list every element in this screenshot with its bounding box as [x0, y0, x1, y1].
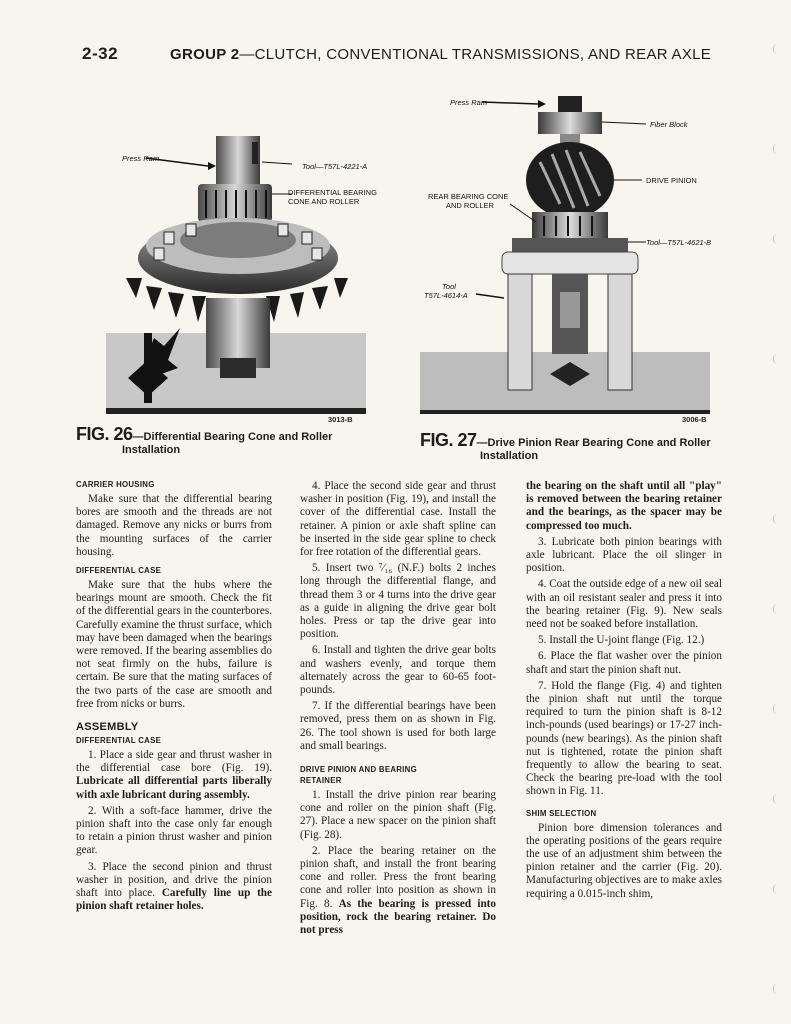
fig27-callout-tool-a-line2: T57L-4614-A	[424, 291, 468, 300]
fig26-caption	[76, 424, 333, 457]
fig27-callout-tool-b: Tool—T57L-4621-B	[646, 238, 712, 247]
paragraph-shim-selection: Pinion bore dimension tolerances and the operating positions of the gears require the use of an adjustment shim between the pinion retainer and the carrier (Fig. 20). Manufacturing objectives are to make axles requiring a 0.015-inch shim,	[526, 821, 722, 900]
margin-mark	[773, 704, 780, 714]
step-3-text: 3. Place the second pinion and thrust washer in position, and drive the pinion shaft into place.	[76, 860, 272, 900]
step-3-second-pinion	[76, 861, 272, 914]
fig27-callout-tool-a-line1: Tool	[442, 282, 456, 291]
paragraph-carrier-housing: Make sure that the differential bearing bores are smooth and the threads are not damaged. Remove any nicks or burrs from the mounting surfaces of the carrier housing.	[76, 493, 272, 558]
margin-mark	[773, 604, 780, 614]
text-column-1	[76, 480, 272, 916]
pinion-step-2	[300, 845, 496, 937]
pinion-step-5: 5. Install the U-joint flange (Fig. 12.)	[538, 634, 705, 647]
pinion-step-2-continued: the bearing on the shaft until all "play" is removed between the bearing retainer and the bearings, as the spacer may be compressed too much.	[526, 480, 722, 532]
fig27-caption	[420, 430, 711, 463]
fig26-caption-text2: Installation	[122, 444, 181, 456]
step-1-emphasis: Lubricate all differential parts liberally with axle lubricant during assembly.	[76, 775, 272, 801]
fig26-caption-text: —Differential Bearing Cone and Roller	[132, 431, 333, 443]
margin-mark	[773, 884, 780, 894]
step-3-emphasis: Carefully line up the pinion shaft retainer holes.	[76, 887, 272, 913]
step-4-second-side-gear: 4. Place the second side gear and thrust washer in position (Fig. 19), and install the cover of the differential case. Install the retainer. A pinion or axle shaft spline can be inserted in the side gear spline to check for free rotation of the differential gears.	[300, 480, 496, 559]
margin-mark	[773, 354, 780, 364]
heading-differential-case: DIFFERENTIAL CASE	[76, 566, 162, 576]
figure-27-photo	[420, 92, 710, 426]
pinion-step-6: 6. Place the flat washer over the pinion shaft and start the pinion shaft nut.	[526, 650, 722, 676]
page-header	[82, 42, 742, 66]
step-1-side-gear	[76, 749, 272, 802]
fig27-illustration	[420, 92, 710, 426]
text-column-3	[526, 480, 722, 904]
group-title	[170, 46, 711, 63]
fig27-callout-fiber-block: Fiber Block	[650, 120, 688, 129]
fig26-callout-bearing-line1: DIFFERENTIAL BEARING	[288, 188, 377, 197]
margin-mark	[773, 794, 780, 804]
fig27-callout-press-ram: Press Ram	[450, 98, 488, 107]
step-1-text: 1. Place a side gear and thrust washer in the differential case bore (Fig. 19).	[76, 749, 272, 775]
heading-retainer: RETAINER	[300, 776, 342, 786]
pinion-step-7: 7. Hold the flange (Fig. 4) and tighten the pinion shaft nut until the torque required to turn the pinion shaft is 8-12 inch-pounds (used bearings) or 17-27 inch-pounds (new bearings). As the pinion shaft nut is tightened, rotate the pinion shaft frequently to allow the bearing to seat. Check the bearing pre-load with the tool shown in Fig. 11.	[526, 679, 722, 798]
margin-mark	[773, 44, 780, 54]
heading-differential-case-assembly: DIFFERENTIAL CASE	[76, 736, 162, 746]
fig26-callout-tool: Tool—T57L-4221-A	[302, 162, 368, 171]
step-2-pinion-shaft: 2. With a soft-face hammer, drive the pinion shaft into the case only far enough to retain a pinion thrust washer and pinion gear.	[76, 804, 272, 857]
text-column-2	[300, 480, 496, 940]
fig26-code: 3013-B	[328, 415, 353, 424]
page-number: 2-32	[82, 44, 119, 63]
margin-mark	[773, 234, 780, 244]
step-6-tighten-bolts: 6. Install and tighten the drive gear bolts and washers evenly, and torque them alternately across the gear to 60-65 foot-pounds.	[300, 644, 496, 697]
pinion-step-2-emphasis: As the bearing is pressed into position, rock the bearing retainer. Do not press	[300, 897, 496, 937]
fig26-caption-number: FIG. 26	[76, 424, 133, 444]
group-subtitle: —CLUTCH, CONVENTIONAL TRANSMISSIONS, AND REAR AXLE	[239, 46, 712, 63]
fig27-callout-rear-bearing-line1: REAR BEARING CONE	[428, 192, 509, 201]
fig26-callout-press-ram: Press Ram	[122, 154, 160, 163]
fig27-caption-text: —Drive Pinion Rear Bearing Cone and Roller	[476, 437, 711, 449]
group-label: GROUP 2	[170, 46, 240, 63]
margin-mark	[773, 984, 780, 994]
figure-26-photo	[106, 128, 377, 424]
fig26-illustration	[106, 128, 366, 424]
heading-drive-pinion: DRIVE PINION AND BEARING	[300, 765, 417, 775]
fig27-caption-text2: Installation	[480, 450, 539, 462]
fig26-callout-bearing-line2: CONE AND ROLLER	[288, 197, 360, 206]
fig27-code: 3006-B	[682, 415, 707, 424]
pinion-step-1: 1. Install the drive pinion rear bearing cone and roller on the pinion shaft (Fig. 27). Place a new spacer on the pinion shaft (Fig. 28).	[300, 789, 496, 841]
heading-shim-selection: SHIM SELECTION	[526, 808, 597, 818]
margin-mark	[773, 514, 780, 524]
pinion-step-3: 3. Lubricate both pinion bearings with axle lubricant. Place the oil slinger in position.	[526, 535, 722, 575]
pinion-step-4: 4. Coat the outside edge of a new oil seal with an oil resistant sealer and press it into the bearing retainer (Fig. 9). New seals need not be soaked before installation.	[526, 578, 722, 631]
margin-mark	[773, 144, 780, 154]
heading-carrier-housing: CARRIER HOUSING	[76, 480, 155, 489]
pinion-step-2-text: 2. Place the bearing retainer on the pinion shaft, and install the front bearing cone and roller. Press the front bearing cone and roller into position as shown in Fig. 8.	[300, 844, 496, 910]
fig27-callout-drive-pinion: DRIVE PINION	[646, 176, 697, 185]
paragraph-differential-case: Make sure that the hubs where the bearings mount are smooth. Check the fit of the differential gears in the counterbores. Carefully examine the thrust surface, which may have been damaged when the bearings were removed. If the bearing assemblies do not seat firmly on the hubs, failure is certain. Be sure that the mating surfaces of the two parts of the case are smooth and free from nicks or burrs.	[76, 579, 272, 710]
fig27-caption-number: FIG. 27	[420, 430, 477, 450]
fig27-callout-rear-bearing-line2: AND ROLLER	[446, 201, 494, 210]
step-7-press-bearings: 7. If the differential bearings have been removed, press them on as shown in Fig. 26. The tool shown is used for both large and small bearings.	[300, 700, 496, 752]
step-5-insert-bolts: 5. Insert two ⁷⁄₁₆ (N.F.) bolts 2 inches long through the differential flange, and thread them 3 or 4 turns into the drive gear as a guide in aligning the drive gear bolt holes. Press or tap the drive gear into position.	[300, 562, 496, 641]
heading-assembly: ASSEMBLY	[76, 721, 139, 734]
